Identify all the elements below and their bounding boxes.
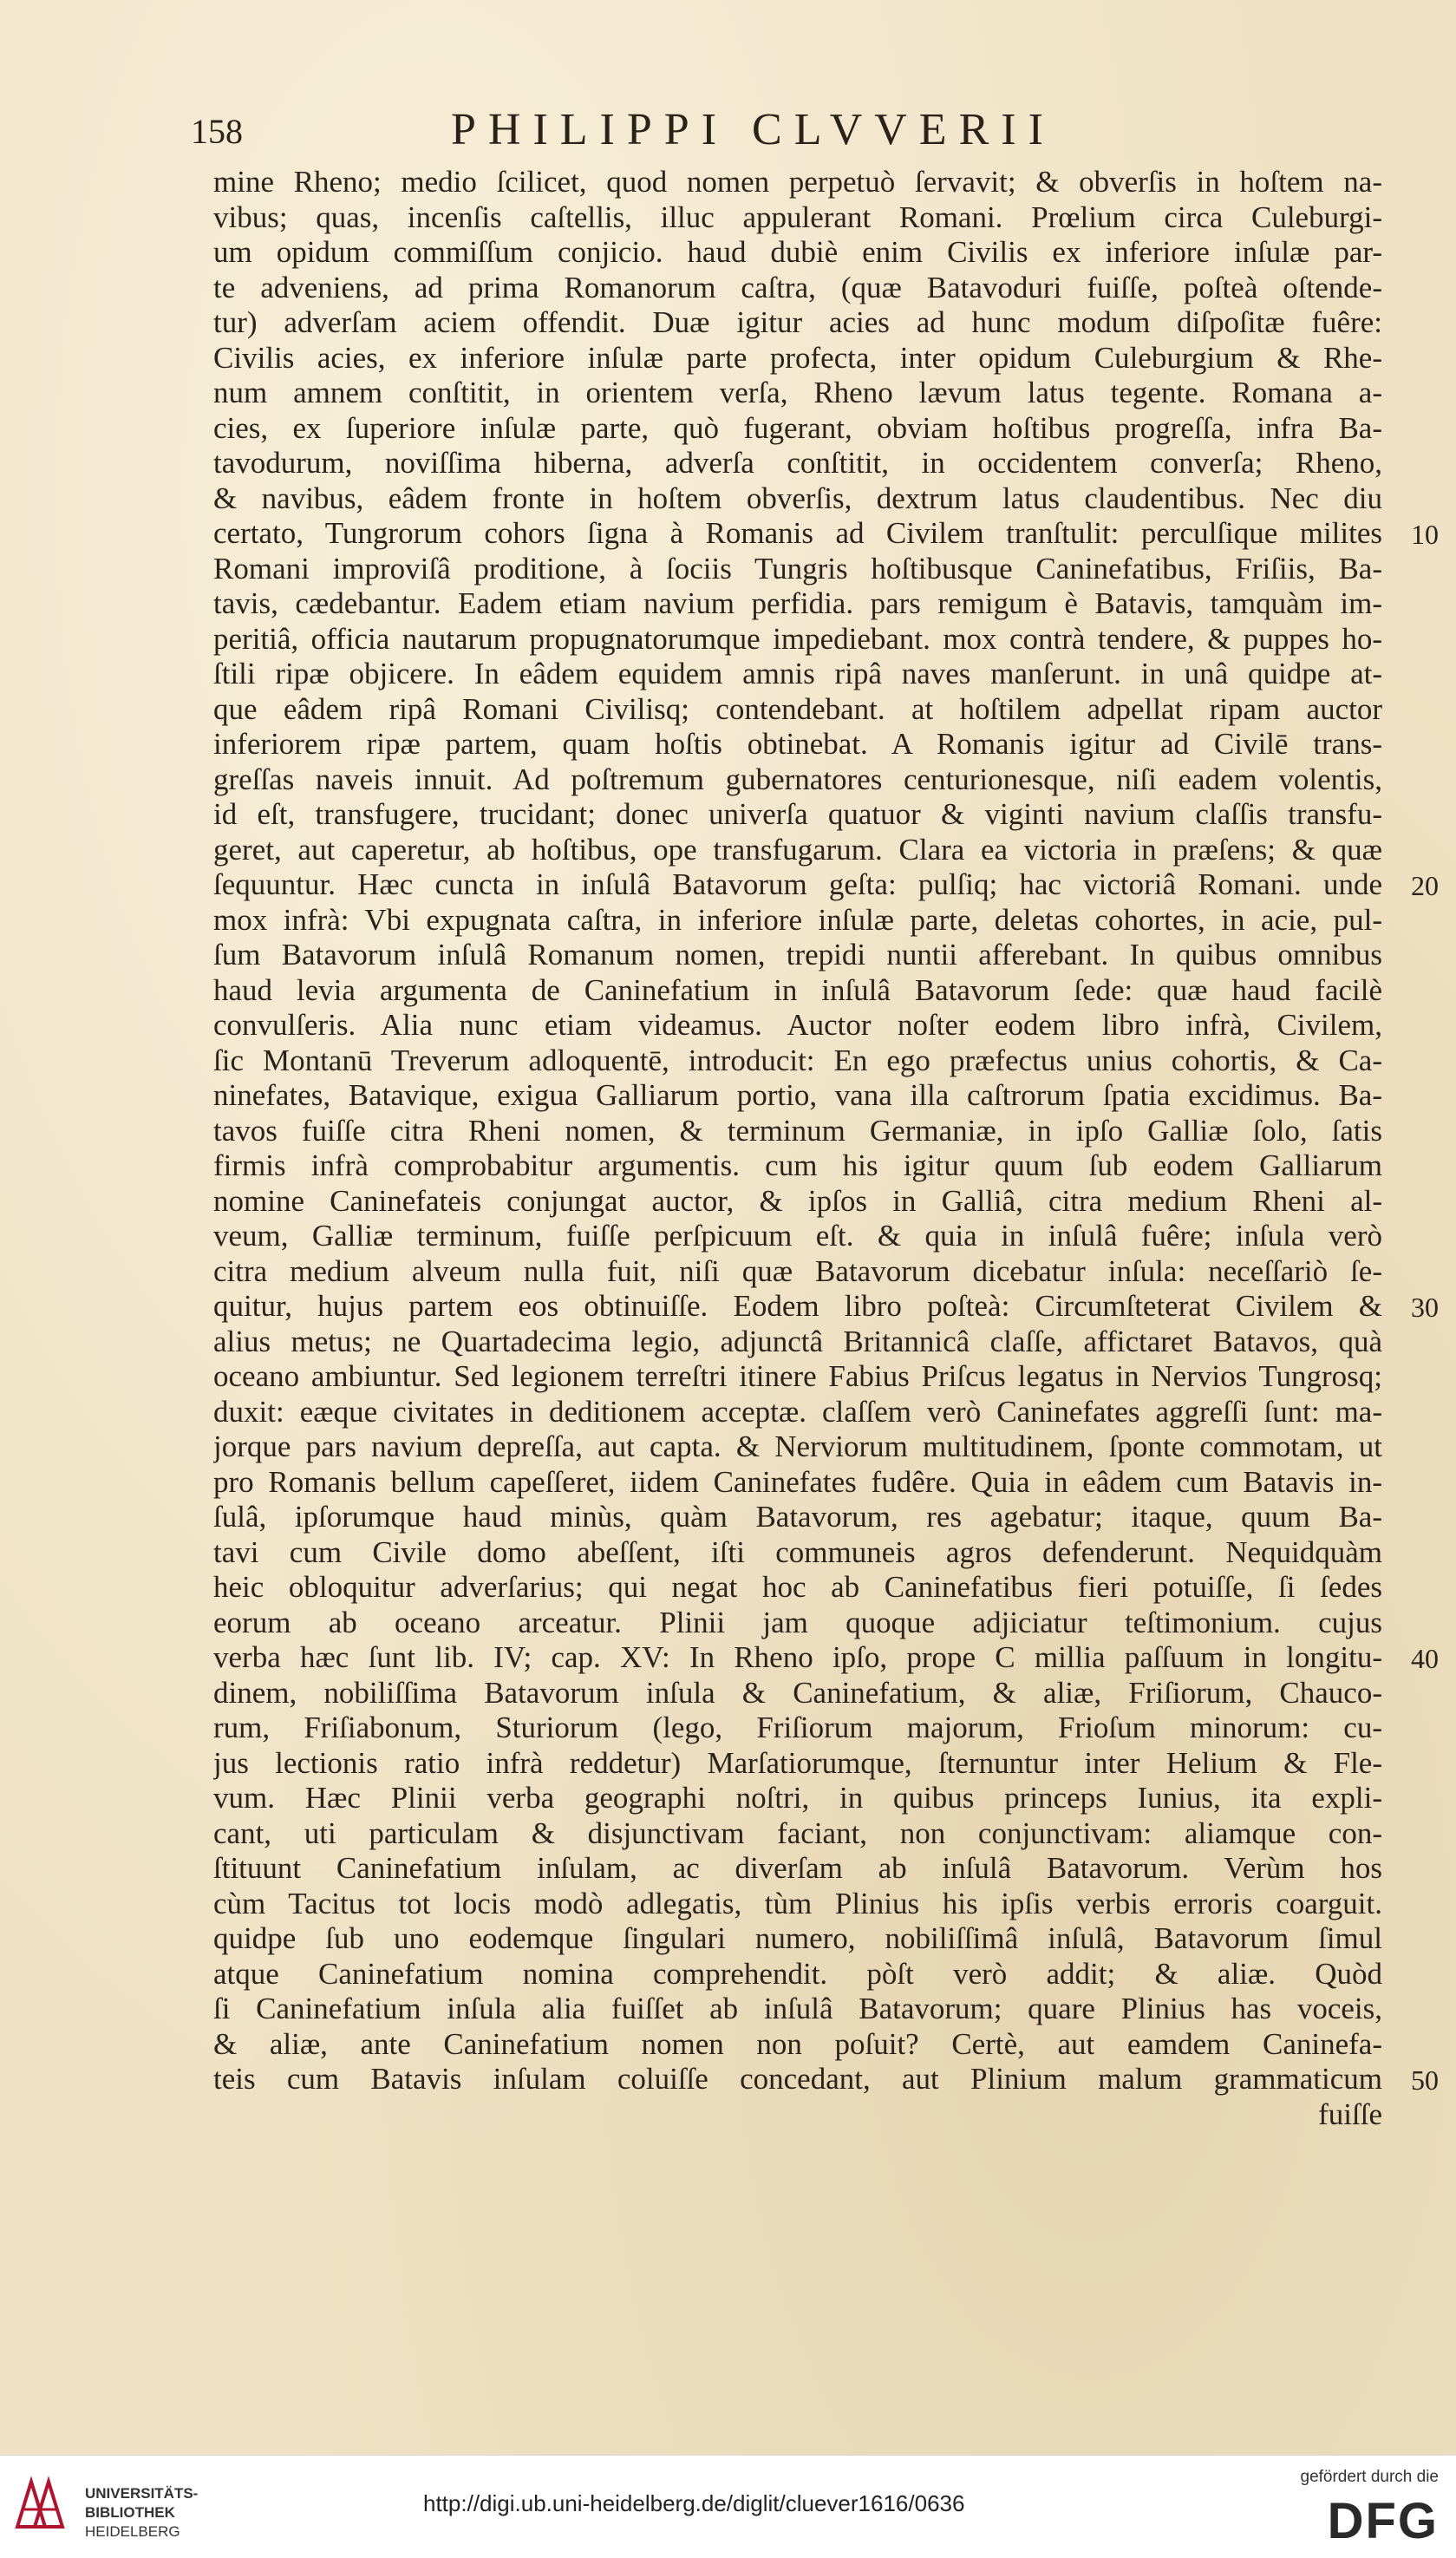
text-line: ſulâ, ipſorumque haud minùs, quàm Batavorum, res agebatur; itaque, quum Ba- <box>213 1500 1382 1534</box>
text-line: ſtituunt Caninefatium inſulam, ac diverſam ab inſulâ Batavorum. Verùm hos <box>213 1851 1382 1885</box>
text-line: mox infrà: Vbi expugnata caſtra, in inferiore inſulæ parte, deletas cohortes, in acie, pul- <box>213 902 1382 937</box>
dfg-logo-text: DFG <box>1327 2493 1439 2549</box>
text-line: peritiâ, officia nautarum propugnatorumque impediebant. mox contrà tendere, & puppes ho- <box>213 621 1382 656</box>
text-line: heic obloquitur adverſarius; qui negat hoc ab Caninefatibus fieri potuiſſe, ſi ſedes <box>213 1570 1382 1604</box>
text-line: que eâdem ripâ Romani Civilisq; contendebant. at hoſtilem adpellat ripam auctor <box>213 691 1382 726</box>
text-line: ſequuntur. Hæc cuncta in inſulâ Batavorum geſta: pulſiq; hac victoriâ Romani. unde <box>213 867 1382 901</box>
text-line: quidpe ſub uno eodemque ſingulari numero, nobiliſſimâ inſulâ, Batavorum ſimul <box>213 1921 1382 1955</box>
text-line: geret, aut caperetur, ab hoſtibus, ope transfugarum. Clara ea victoria in præſens; & quæ <box>213 832 1382 867</box>
margin-line-number: 30 <box>1411 1292 1439 1323</box>
text-line: mine Rheno; medio ſcilicet, quod nomen perpetuò ſervavit; & obverſis in hoſtem na- <box>213 165 1382 199</box>
library-name-line2: BIBLIOTHEK <box>85 2504 175 2521</box>
text-line: dinem, nobiliſſima Batavorum inſula & Caninefatium, & aliæ, Friſiorum, Chauco- <box>213 1675 1382 1710</box>
text-line: ſum Batavorum inſulâ Romanum nomen, trepidi nuntii afferebant. In quibus omnibus <box>213 938 1382 972</box>
text-line: atque Caninefatium nomina comprehendit. pòſt verò addit; & aliæ. Quòd <box>213 1956 1382 1991</box>
library-logo[interactable] <box>12 2470 238 2544</box>
running-title: PHILIPPI CLVVERII <box>451 105 1055 154</box>
permalink-url[interactable]: http://digi.ub.uni-heidelberg.de/diglit/cluever1616/0636 <box>423 2490 965 2516</box>
text-line: tavis, cædebantur. Eadem etiam navium perfidia. pars remigum è Batavis, tamquàm im- <box>213 586 1382 620</box>
text-line: tavi cum Civile domo abeſſent, iſti communeis agros defenderunt. Nequidquàm <box>213 1534 1382 1569</box>
text-line: teis cum Batavis inſulam coluiſſe concedant, aut Plinium malum grammaticum <box>213 2062 1382 2096</box>
text-line: jus lectionis ratio infrà reddetur) Marſatiorumque, ſternuntur inter Helium & Fle- <box>213 1745 1382 1780</box>
viewer-footer <box>0 2455 1456 2558</box>
folio-number: 158 <box>191 112 243 151</box>
text-line: & aliæ, ante Caninefatium nomen non poſuit? Certè, aut eamdem Caninefa- <box>213 2026 1382 2061</box>
text-line: cant, uti particulam & disjunctivam faciant, non conjunctivam: aliamque con- <box>213 1815 1382 1850</box>
text-line: vum. Hæc Plinii verba geographi noſtri, in quibus princeps Iunius, ita expli- <box>213 1781 1382 1815</box>
margin-line-number: 20 <box>1411 870 1439 901</box>
margin-line-number: 50 <box>1411 2064 1439 2096</box>
margin-line-number: 40 <box>1411 1643 1439 1674</box>
running-head <box>191 104 1421 156</box>
text-line: quitur, hujus partem eos obtinuiſſe. Eodem libro poſteà: Circumſteterat Civilem & <box>213 1289 1382 1323</box>
text-line: & navibus, eâdem fronte in hoſtem obverſis, dextrum latus claudentibus. Nec diu <box>213 481 1382 515</box>
library-name-line1: UNIVERSITÄTS- <box>85 2485 199 2502</box>
margin-line-number: 10 <box>1411 519 1439 550</box>
text-line: verba hæc ſunt lib. IV; cap. XV: In Rheno ipſo, prope C millia paſſuum in longitu- <box>213 1640 1382 1674</box>
text-line: ſtili ripæ objicere. In eâdem equidem amnis ripâ naves manſerunt. in unâ quidpe at- <box>213 657 1382 690</box>
text-line: ſic Montanū Treverum adloquentē, introducit: En ego præfectus unius cohortis, & Ca- <box>213 1043 1382 1077</box>
text-line: citra medium alveum nulla fuit, niſi quæ Batavorum dicebatur inſula: neceſſariò ſe- <box>213 1253 1382 1288</box>
text-line: veum, Galliæ terminum, fuiſſe perſpicuum eſt. & quia in inſulâ fuêre; inſula verò <box>213 1219 1382 1253</box>
text-line: greſſas naveis innuit. Ad poſtremum gubernatores centurionesque, niſi eadem volentis, <box>213 762 1382 796</box>
text-line: alius metus; ne Quartadecima legio, adjunctâ Britannicâ claſſe, affictaret Batavos, quà <box>213 1324 1382 1358</box>
text-line: nomine Caninefateis conjungat auctor, & ipſos in Galliâ, citra medium Rheni al- <box>213 1183 1382 1218</box>
sponsor-label: gefördert durch die <box>1300 2468 1439 2486</box>
text-line: te adveniens, ad prima Romanorum caſtra, (quæ Batavoduri fuiſſe, poſteà oſtende- <box>213 270 1382 304</box>
text-line: um opidum commiſſum conjicio. haud dubiè enim Civilis ex inferiore inſulæ par- <box>213 235 1382 269</box>
text-line: tavos fuiſſe citra Rheni nomen, & terminum Germaniæ, in ipſo Galliæ ſolo, ſatis <box>213 1113 1382 1148</box>
text-line: duxit: eæque civitates in deditionem acceptæ. claſſem verò Caninefates aggreſſi ſunt: ma- <box>213 1394 1382 1429</box>
text-line: tur) adverſam aciem offendit. Duæ igitur acies ad hunc modum diſpoſitæ fuêre: <box>213 305 1382 339</box>
text-line: firmis infrà comprobabitur argumentis. cum his igitur quum ſub eodem Galliarum <box>213 1148 1382 1182</box>
text-line: certato, Tungrorum cohors ſigna à Romanis ad Civilem tranſtulit: perculſique milites <box>213 516 1382 550</box>
library-seal-icon <box>12 2475 73 2535</box>
text-line: eorum ab oceano arceatur. Plinii jam quoque adjiciatur teſtimonium. cujus <box>213 1605 1382 1639</box>
text-line: num amnem conſtitit, in orientem verſa, Rheno lævum latus tegente. Romana a- <box>213 376 1382 409</box>
text-line: haud levia argumenta de Caninefatium in inſulâ Batavorum ſede: quæ haud facilè <box>213 972 1382 1007</box>
library-name-line3: HEIDELBERG <box>85 2523 180 2540</box>
text-line: pro Romanis bellum capeſſeret, iidem Caninefates fudêre. Quia in eâdem cum Batavis in- <box>213 1464 1382 1499</box>
text-line: ninefates, Batavique, exigua Galliarum portio, vana illa caſtrorum ſpatia excidimus. Ba- <box>213 1078 1382 1112</box>
text-line: cies, ex ſuperiore inſulæ parte, quò fugerant, obviam hoſtibus progreſſa, infra Ba- <box>213 410 1382 445</box>
text-line: cùm Tacitus tot locis modò adlegatis, tùm Plinius his ipſis verbis erroris coarguit. <box>213 1886 1382 1920</box>
text-line: id eſt, transfugere, trucidant; donec univerſa quatuor & viginti navium claſſis transfu- <box>213 797 1382 831</box>
text-line: tavodurum, noviſſima hiberna, adverſa conſtitit, in occidentem converſa; Rheno, <box>213 446 1382 480</box>
text-line: vibus; quas, incenſis caſtellis, illuc appulerant Romani. Prœlium circa Culeburgi- <box>213 200 1382 234</box>
text-line: jorque pars navium depreſſa, aut capta. & Nerviorum multitudinem, ſponte commotam, ut <box>213 1429 1382 1463</box>
text-line: fuiſſe <box>1318 2097 1382 2131</box>
dfg-logo[interactable] <box>1248 2468 1439 2548</box>
text-line: Romani improviſâ proditione, à ſociis Tungris hoſtibusque Caninefatibus, Friſiis, Ba- <box>213 551 1382 586</box>
body-text <box>213 165 1382 2132</box>
text-line: inferiorem ripæ partem, quam hoſtis obtinebat. A Romanis igitur ad Civilē trans- <box>213 727 1382 761</box>
text-line: Civilis acies, ex inferiore inſulæ parte profecta, inter opidum Culeburgium & Rhe- <box>213 340 1382 375</box>
text-line: ſi Caninefatium inſula alia fuiſſet ab inſulâ Batavorum; quare Plinius has voceis, <box>213 1992 1382 2025</box>
text-line: rum, Friſiabonum, Sturiorum (lego, Friſiorum majorum, Frioſum minorum: cu- <box>213 1711 1382 1744</box>
text-line: convulſeris. Alia nunc etiam videamus. Auctor noſter eodem libro infrà, Civilem, <box>213 1008 1382 1042</box>
text-line: oceano ambiuntur. Sed legionem terreſtri itinere Fabius Priſcus legatus in Nervios Tungrosq; <box>213 1359 1382 1393</box>
